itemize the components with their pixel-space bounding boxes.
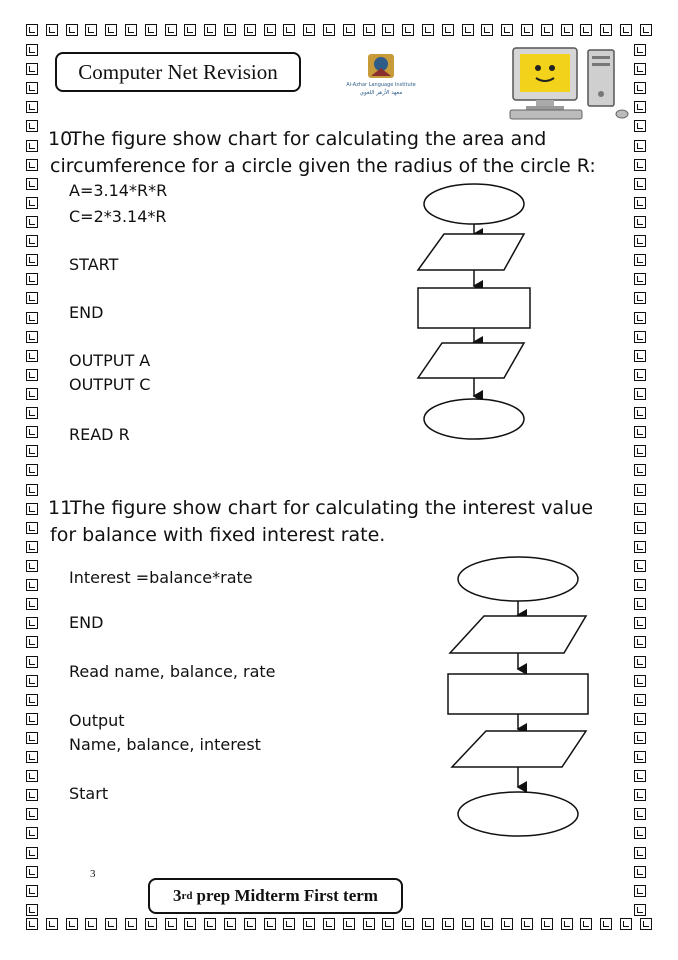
border-tile	[26, 885, 38, 897]
border-tile	[26, 904, 38, 916]
border-tile	[600, 918, 612, 930]
top-border-pattern	[26, 24, 652, 42]
border-tile	[184, 918, 196, 930]
border-tile	[26, 918, 38, 930]
border-tile	[26, 292, 38, 304]
border-tile	[66, 918, 78, 930]
border-tile	[46, 24, 58, 36]
border-tile	[640, 918, 652, 930]
q10-item-end: END	[69, 303, 104, 322]
border-tile	[634, 120, 646, 132]
border-tile	[165, 24, 177, 36]
border-tile	[125, 24, 137, 36]
border-tile	[521, 24, 533, 36]
border-tile	[634, 273, 646, 285]
border-tile	[634, 178, 646, 190]
border-tile	[634, 808, 646, 820]
border-tile	[501, 24, 513, 36]
border-tile	[26, 579, 38, 591]
border-tile	[26, 522, 38, 534]
border-tile	[634, 579, 646, 591]
border-tile	[634, 847, 646, 859]
border-tile	[26, 656, 38, 668]
border-tile	[343, 24, 355, 36]
border-tile	[145, 24, 157, 36]
border-tile	[244, 918, 256, 930]
border-tile	[634, 713, 646, 725]
q11-item-read-inputs: Read name, balance, rate	[69, 662, 276, 681]
border-tile	[26, 770, 38, 782]
border-tile	[634, 254, 646, 266]
border-tile	[26, 312, 38, 324]
border-tile	[26, 235, 38, 247]
border-tile	[634, 426, 646, 438]
border-tile	[634, 101, 646, 113]
border-tile	[26, 273, 38, 285]
border-tile	[402, 918, 414, 930]
border-tile	[26, 541, 38, 553]
border-tile	[634, 503, 646, 515]
border-tile	[26, 751, 38, 763]
footer-label-box	[148, 878, 403, 914]
border-tile	[303, 24, 315, 36]
border-tile	[600, 24, 612, 36]
border-tile	[184, 24, 196, 36]
border-tile	[323, 24, 335, 36]
left-border-pattern	[26, 44, 44, 916]
border-tile	[634, 732, 646, 744]
q11-item-output-values: Name, balance, interest	[69, 735, 261, 754]
border-tile	[26, 350, 38, 362]
border-tile	[26, 847, 38, 859]
border-tile	[105, 918, 117, 930]
border-tile	[26, 178, 38, 190]
border-tile	[620, 24, 632, 36]
border-tile	[634, 541, 646, 553]
q10-item-circumference-formula: C=2*3.14*R	[69, 207, 167, 226]
border-tile	[634, 751, 646, 763]
border-tile	[634, 197, 646, 209]
flowchart-10-input-parallelogram	[418, 234, 524, 270]
border-tile	[422, 918, 434, 930]
border-tile	[224, 918, 236, 930]
flowchart-11-output-parallelogram	[452, 731, 586, 767]
border-tile	[85, 918, 97, 930]
border-tile	[26, 464, 38, 476]
border-tile	[26, 445, 38, 457]
border-tile	[26, 159, 38, 171]
border-tile	[634, 617, 646, 629]
border-tile	[634, 904, 646, 916]
question-10-number: 10.	[48, 128, 79, 150]
border-tile	[264, 24, 276, 36]
border-tile	[363, 918, 375, 930]
border-tile	[634, 63, 646, 75]
border-tile	[26, 636, 38, 648]
border-tile	[204, 918, 216, 930]
border-tile	[165, 918, 177, 930]
border-tile	[442, 24, 454, 36]
border-tile	[323, 918, 335, 930]
border-tile	[204, 24, 216, 36]
border-tile	[634, 656, 646, 668]
border-tile	[640, 24, 652, 36]
q11-item-interest-formula: Interest =balance*rate	[69, 568, 253, 587]
flowchart-11	[440, 555, 600, 840]
border-tile	[634, 82, 646, 94]
border-tile	[462, 918, 474, 930]
logo-text-en: Al-Azhar Language Institute	[346, 82, 416, 88]
border-tile	[66, 24, 78, 36]
bottom-border-pattern	[26, 918, 652, 936]
border-tile	[46, 918, 58, 930]
border-tile	[26, 426, 38, 438]
border-tile	[224, 24, 236, 36]
border-tile	[26, 216, 38, 228]
border-tile	[303, 918, 315, 930]
border-tile	[634, 369, 646, 381]
right-border-pattern	[634, 44, 652, 916]
border-tile	[501, 918, 513, 930]
page-title: Computer Net Revision	[78, 59, 278, 84]
border-tile	[462, 24, 474, 36]
computer-illustration	[508, 44, 632, 122]
q11-item-output: Output	[69, 711, 125, 730]
border-tile	[26, 713, 38, 725]
question-11	[50, 495, 620, 549]
question-11-text: The figure show chart for calculating the interest value for balance with fixed interest rate.	[50, 497, 594, 546]
border-tile	[561, 918, 573, 930]
border-tile	[26, 694, 38, 706]
q11-item-end: END	[69, 613, 104, 632]
question-10-text: The figure show chart for calculating the area and circumference for a circle given the radius of the circle R:	[50, 128, 596, 177]
border-tile	[442, 918, 454, 930]
border-tile	[634, 159, 646, 171]
footer-ordinal: 3	[173, 886, 182, 905]
border-tile	[634, 464, 646, 476]
border-tile	[26, 598, 38, 610]
border-tile	[634, 388, 646, 400]
border-tile	[634, 350, 646, 362]
flowchart-11-end-oval	[458, 792, 578, 836]
flowchart-10-output-parallelogram	[418, 343, 524, 378]
q10-item-output-c: OUTPUT C	[69, 375, 151, 394]
border-tile	[26, 617, 38, 629]
flowchart-10	[400, 182, 540, 452]
border-tile	[422, 24, 434, 36]
border-tile	[481, 918, 493, 930]
border-tile	[634, 789, 646, 801]
border-tile	[26, 120, 38, 132]
flowchart-11-input-parallelogram	[450, 616, 586, 653]
q10-item-output-a: OUTPUT A	[69, 351, 151, 370]
border-tile	[264, 918, 276, 930]
border-tile	[481, 24, 493, 36]
border-tile	[125, 918, 137, 930]
border-tile	[283, 24, 295, 36]
border-tile	[634, 312, 646, 324]
border-tile	[634, 522, 646, 534]
border-tile	[26, 675, 38, 687]
flowchart-10-start-oval	[424, 184, 524, 224]
border-tile	[634, 216, 646, 228]
border-tile	[561, 24, 573, 36]
flowchart-11-start-oval	[458, 557, 578, 601]
footer-ordinal-suffix: rd	[181, 890, 193, 902]
border-tile	[634, 560, 646, 572]
border-tile	[580, 918, 592, 930]
q10-item-area-formula: A=3.14*R*R	[69, 181, 168, 200]
border-tile	[26, 484, 38, 496]
question-11-number: 11.	[48, 497, 79, 519]
border-tile	[26, 254, 38, 266]
border-tile	[26, 82, 38, 94]
border-tile	[244, 24, 256, 36]
border-tile	[620, 918, 632, 930]
border-tile	[85, 24, 97, 36]
border-tile	[634, 675, 646, 687]
logo-text-ar: معهد الأزهر اللغوي	[359, 90, 403, 96]
q10-item-start: START	[69, 255, 119, 274]
question-10	[50, 126, 610, 180]
page-number: 3	[90, 868, 96, 880]
border-tile	[26, 24, 38, 36]
border-tile	[382, 918, 394, 930]
border-tile	[26, 866, 38, 878]
border-tile	[26, 827, 38, 839]
border-tile	[26, 560, 38, 572]
institute-logo	[338, 52, 424, 102]
border-tile	[580, 24, 592, 36]
border-tile	[26, 44, 38, 56]
border-tile	[26, 732, 38, 744]
border-tile	[402, 24, 414, 36]
flowchart-10-end-oval	[424, 399, 524, 439]
border-tile	[634, 292, 646, 304]
border-tile	[634, 866, 646, 878]
flowchart-11-process-rect	[448, 674, 588, 714]
border-tile	[105, 24, 117, 36]
border-tile	[26, 808, 38, 820]
border-tile	[26, 331, 38, 343]
border-tile	[634, 636, 646, 648]
border-tile	[343, 918, 355, 930]
border-tile	[26, 503, 38, 515]
border-tile	[634, 44, 646, 56]
border-tile	[26, 197, 38, 209]
border-tile	[541, 918, 553, 930]
border-tile	[363, 24, 375, 36]
border-tile	[634, 235, 646, 247]
border-tile	[634, 770, 646, 782]
border-tile	[634, 484, 646, 496]
border-tile	[634, 331, 646, 343]
border-tile	[26, 388, 38, 400]
q10-item-read-r: READ R	[69, 425, 130, 444]
border-tile	[145, 918, 157, 930]
border-tile	[634, 407, 646, 419]
page-title-box	[55, 52, 301, 92]
border-tile	[26, 140, 38, 152]
border-tile	[283, 918, 295, 930]
footer-label: prep Midterm First term	[196, 886, 378, 905]
border-tile	[26, 369, 38, 381]
border-tile	[26, 63, 38, 75]
border-tile	[521, 918, 533, 930]
border-tile	[382, 24, 394, 36]
border-tile	[634, 140, 646, 152]
border-tile	[541, 24, 553, 36]
q11-item-start: Start	[69, 784, 109, 803]
flowchart-10-process-rect	[418, 288, 530, 328]
border-tile	[634, 445, 646, 457]
border-tile	[26, 101, 38, 113]
border-tile	[634, 598, 646, 610]
border-tile	[26, 407, 38, 419]
border-tile	[634, 885, 646, 897]
border-tile	[26, 789, 38, 801]
border-tile	[634, 694, 646, 706]
border-tile	[634, 827, 646, 839]
